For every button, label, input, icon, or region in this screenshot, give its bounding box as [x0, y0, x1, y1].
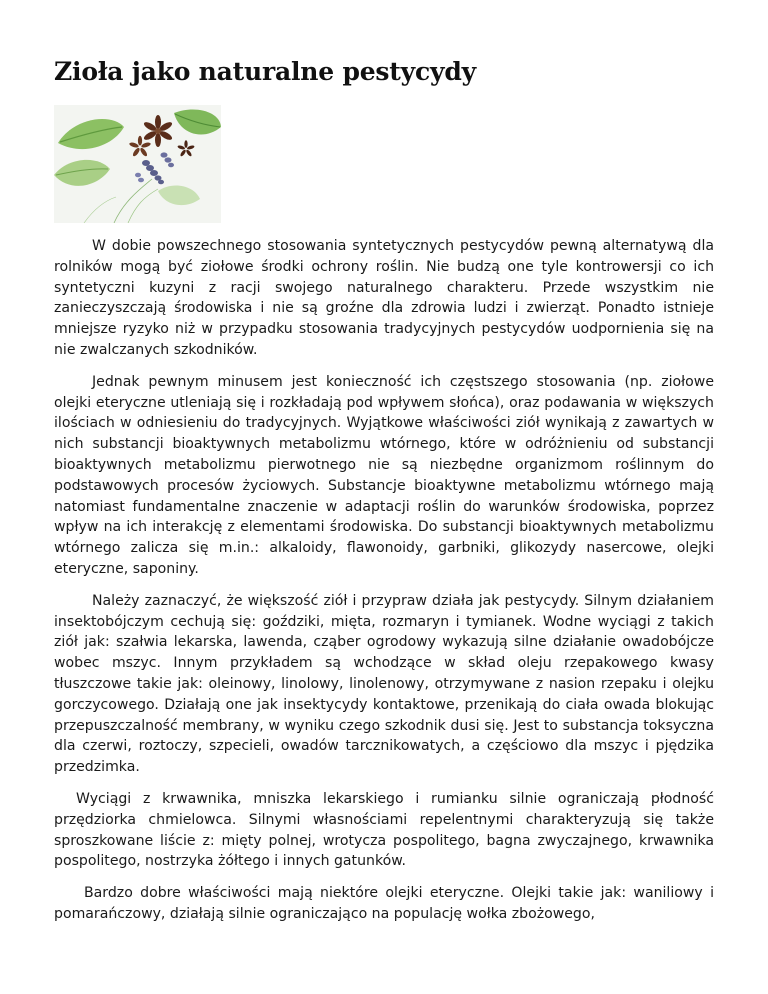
paragraph: W dobie powszechnego stosowania syntetycznych pestycydów pewną alternatywą dla rolników mogą być ziołowe środki ochrony roślin. Nie budzą one tyle kontrowersji co ich syntetyczni kuzyni z racji swojego naturalnego charakteru. Przede wszystkim nie zanieczyszczają środowiska i nie są groźne dla zdrowia ludzi i zwierząt. Ponadto istnieje mniejsze ryzyko niż w przypadku stosowania tradycyjnych pestycydów uodpornienia się na nie zwalczanych szkodników.: [54, 238, 714, 358]
paragraph: Bardzo dobre właściwości mają niektóre olejki eteryczne. Olejki takie jak: waniliowy i pomarańczowy, działają silnie ograniczająco na populację wołka zbożowego,: [54, 885, 714, 922]
herbs-photo: [54, 105, 221, 223]
paragraph: Wyciągi z krwawnika, mniszka lekarskiego i rumianku silnie ograniczają płodność przędziorka chmielowca. Silnymi własnościami repelentnymi charakteryzują się także sproszkowane liście z: mięty polnej, wrotycza pospolitego, bagna zwyczajnego, krwawnika pospolitego, nostrzyka żółtego i innych gatunków.: [54, 790, 714, 870]
paragraph: Jednak pewnym minusem jest konieczność ich częstszego stosowania (np. ziołowe olejki eteryczne utleniają się i rozkładają pod wpływem słońca), oraz podawania w większych ilościach w odniesieniu do tradycyjnych. Wyjątkowe właściwości ziół wynikają z zawartych w nich substancji bioaktywnych metabolizmu wtórnego, które w odróżnieniu od substancji bioaktywnych metabolizmu pierwotnego nie są niezbędne organizmom roślinnym do podstawowych procesów życiowych. Substancje bioaktywne metabolizmu wtórnego mają natomiast fundamentalne znaczenie w adaptacji roślin do warunków środowiska, poprzez wpływ na ich interakcję z elementami środowiska. Do substancji bioaktywnych metabolizmu wtórnego zalicza się m.in.: alkaloidy, flawonoidy, garbniki, glikozydy nasercowe, olejki eteryczne, saponiny.: [54, 373, 714, 577]
article-body: [54, 236, 714, 936]
paragraph: Należy zaznaczyć, że większość ziół i przypraw działa jak pestycydy. Silnym działaniem insektobójczym cechują się: goździki, mięta, rozmaryn i tymianek. Wodne wyciągi z takich ziół jak: szałwia lekarska, lawenda, cząber ogrodowy wykazują silne działanie owadobójcze wobec mszyc. Innym przykładem są wchodzące w skład oleju rzepakowego kwasy tłuszczowe takie jak: oleinowy, linolowy, linolenowy, otrzymywane z nasion rzepaku i olejku gorczycowego. Działają one jak insektycydy kontaktowe, przenikają do ciała owada blokując przepuszczalność membrany, w wyniku czego szkodnik dusi się. Jest to substancja toksyczna dla czerwi, roztoczy, szpecieli, owadów tarcznikowatych, a częściowo dla mszyc i pjędzika przedzimka.: [54, 592, 714, 776]
page-title: Zioła jako naturalne pestycydy: [54, 57, 476, 86]
